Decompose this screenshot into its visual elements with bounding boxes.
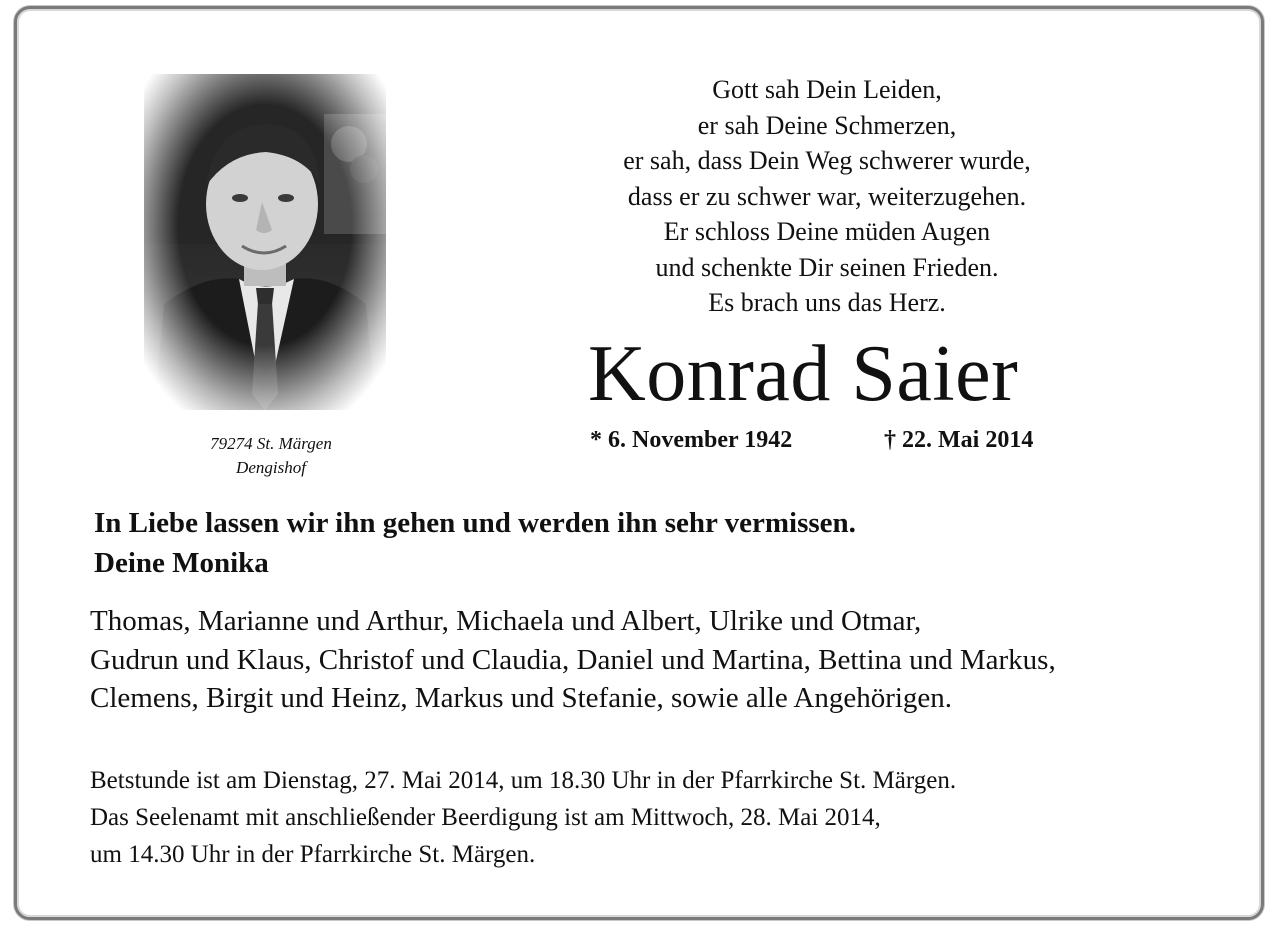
farewell-signature: Deine Monika — [94, 547, 269, 579]
verse-line: er sah Deine Schmerzen, — [697, 110, 957, 140]
verse-line: er sah, dass Dein Weg schwerer wurde, — [623, 146, 1031, 175]
farewell-line: In Liebe lassen wir ihn gehen und werden ihn sehr vermissen. — [94, 507, 856, 539]
verse-line: Er schloss Deine müden Augen — [663, 217, 991, 246]
death-date: † 22. Mai 2014 — [884, 427, 1034, 453]
mourners-line: Clemens, Birgit und Heinz, Markus und Stefanie, sowie alle Angehörigen. — [90, 682, 953, 714]
deceased-name: Konrad Saier — [588, 330, 1019, 418]
ceremony-details — [90, 762, 1220, 873]
memorial-verse — [572, 72, 1082, 321]
portrait-photo — [144, 74, 386, 410]
birth-date: * 6. November 1942 — [590, 427, 793, 453]
residence-town: 79274 St. Märgen — [210, 434, 332, 453]
farewell-message — [94, 503, 1194, 583]
ceremony-line: um 14.30 Uhr in der Pfarrkirche St. Märgen. — [90, 841, 536, 868]
residence-address — [144, 432, 398, 480]
mourners-line: Gudrun und Klaus, Christof und Claudia, Daniel und Martina, Bettina und Markus, — [90, 643, 1056, 676]
verse-line: dass er zu schwer war, weiterzugehen. — [627, 181, 1027, 211]
ceremony-line: Betstunde ist am Dienstag, 27. Mai 2014, um 18.30 Uhr in der Pfarrkirche St. Märgen. — [90, 767, 957, 794]
mourners-line: Thomas, Marianne und Arthur, Michaela und Albert, Ulrike und Otmar, — [90, 605, 922, 637]
verse-line: Gott sah Dein Leiden, — [712, 75, 942, 104]
verse-line: Es brach uns das Herz. — [708, 288, 946, 317]
verse-line: und schenkte Dir seinen Frieden. — [655, 252, 999, 282]
residence-farm: Dengishof — [236, 458, 306, 477]
mourners-list — [90, 602, 1240, 718]
ceremony-line: Das Seelenamt mit anschließender Beerdigung ist am Mittwoch, 28. Mai 2014, — [90, 804, 881, 831]
